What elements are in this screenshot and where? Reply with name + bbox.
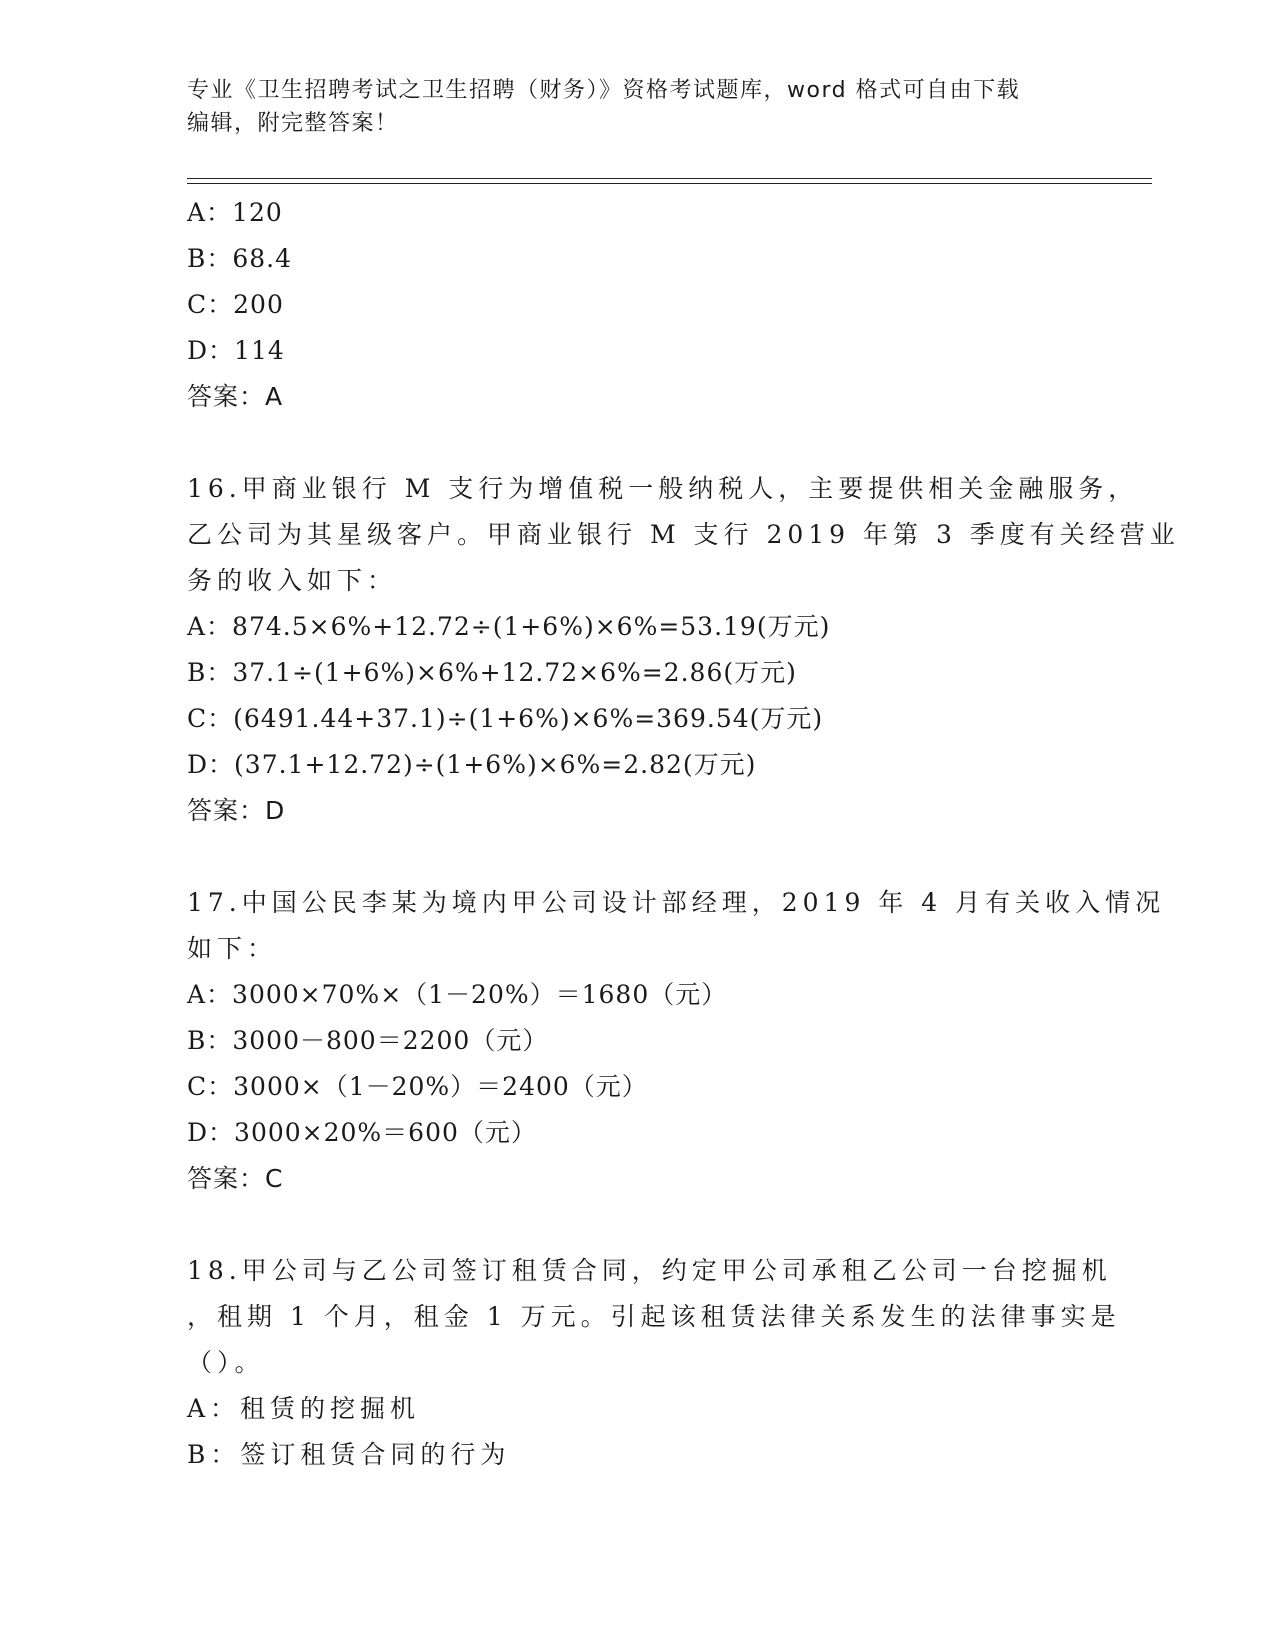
question-stem-line: 18.甲公司与乙公司签订租赁合同，约定甲公司承租乙公司一台挖掘机 [187, 1256, 1112, 1285]
question-stem-line: 务的收入如下： [187, 566, 398, 595]
question-stem-line: 17.中国公民李某为境内甲公司设计部经理，2019 年 4 月有关收入情况 [187, 888, 1166, 917]
option-a: A：874.5×6%+12.72÷(1+6%)×6%=53.19(万元) [187, 612, 831, 641]
question-18 [187, 1248, 1121, 1478]
question-list [187, 190, 1180, 1478]
option-c: C：200 [187, 290, 284, 319]
option-b: B：37.1÷(1+6%)×6%+12.72×6%=2.86(万元) [187, 658, 797, 687]
question-stem-line: ，租期 1 个月，租金 1 万元。引起该租赁法律关系发生的法律事实是 [187, 1302, 1121, 1331]
option-d: D：3000×20%＝600（元） [187, 1118, 537, 1147]
answer-line: 答案：D [187, 796, 286, 825]
option-c: C：3000×（1－20%）＝2400（元） [187, 1072, 648, 1101]
option-a: A：120 [187, 198, 283, 227]
question-stem-line: 16.甲商业银行 M 支行为增值税一般纳税人，主要提供相关金融服务， [187, 474, 1139, 503]
option-a: A：3000×70%×（1－20%）＝1680（元） [187, 980, 728, 1009]
header-rule-top [187, 178, 1152, 179]
option-b: B：签订租赁合同的行为 [187, 1440, 511, 1469]
question-15-continuation [187, 190, 1087, 420]
document-header [187, 74, 1087, 140]
option-d: D：(37.1+12.72)÷(1+6%)×6%=2.82(万元) [187, 750, 757, 779]
header-rule-bottom [187, 183, 1152, 184]
header-line-1: 专业《卫生招聘考试之卫生招聘（财务）》资格考试题库，word 格式可自由下载 [187, 78, 1021, 103]
spacer [187, 834, 1087, 880]
question-16 [187, 466, 1180, 834]
option-a: A：租赁的挖掘机 [187, 1394, 421, 1423]
option-d: D：114 [187, 336, 285, 365]
question-17 [187, 880, 1166, 1202]
spacer [187, 420, 1087, 466]
question-stem-line: （）。 [187, 1348, 265, 1377]
question-stem-line: 乙公司为其星级客户。甲商业银行 M 支行 2019 年第 3 季度有关经营业 [187, 520, 1180, 549]
header-line-2: 编辑，附完整答案！ [187, 111, 399, 136]
question-stem-line: 如下： [187, 934, 278, 963]
answer-line: 答案：C [187, 1164, 284, 1193]
option-c: C：(6491.44+37.1)÷(1+6%)×6%=369.54(万元) [187, 704, 824, 733]
spacer [187, 1202, 1087, 1248]
answer-line: 答案：A [187, 382, 284, 411]
option-b: B：68.4 [187, 244, 293, 273]
option-b: B：3000－800＝2200（元） [187, 1026, 549, 1055]
